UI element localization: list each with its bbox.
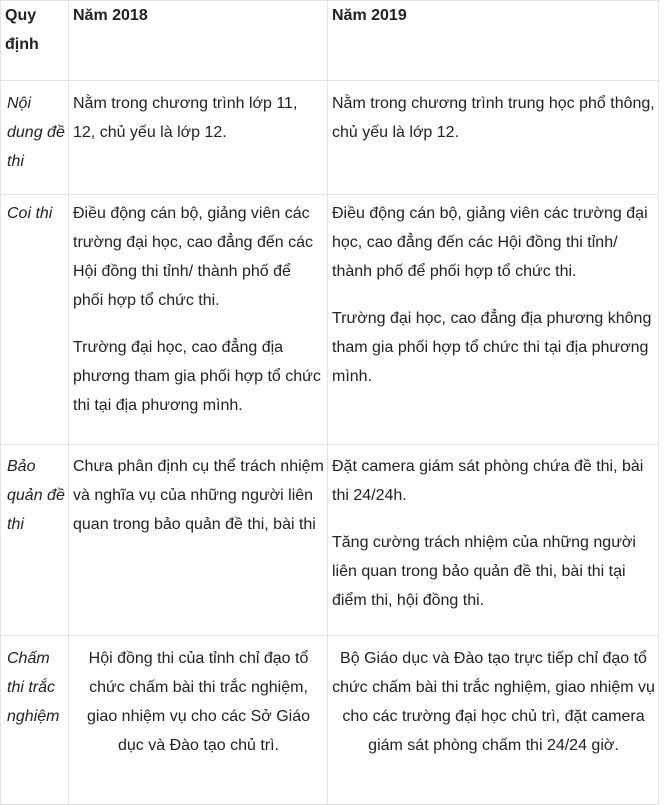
- cell-paragraph: Nằm trong chương trình trung học phổ thông, chủ yếu là lớp 12.: [332, 95, 655, 141]
- cell-paragraph: Trường đại học, cao đẳng địa phương không tham gia phối hợp tổ chức thi tại địa phương mình.: [332, 310, 652, 385]
- header-regulation: Quy định: [1, 1, 69, 81]
- header-year-2018: Năm 2018: [69, 1, 328, 81]
- cell-2018-invigilation: [69, 195, 328, 445]
- cell-2018-grading: [69, 636, 328, 805]
- row-label-exam-storage: Bảo quản đề thi: [1, 445, 69, 636]
- table-header-row: [1, 1, 659, 81]
- cell-paragraph: Đặt camera giám sát phòng chứa đề thi, bài thi 24/24h.: [332, 458, 644, 504]
- cell-2018-exam-storage: [69, 445, 328, 636]
- cell-paragraph: Điều động cán bộ, giảng viên các trường đại học, cao đẳng đến các Hội đồng thi tỉnh/ thành phố để phối hợp tổ chức thi.: [332, 205, 648, 280]
- cell-2019-exam-storage: [328, 445, 659, 636]
- cell-2019-invigilation: [328, 195, 659, 445]
- row-label-invigilation: Coi thi: [1, 195, 69, 445]
- table-row: [1, 636, 659, 805]
- cell-paragraph: Trường đại học, cao đẳng địa phương tham gia phối hợp tổ chức thi tại địa phương mình.: [73, 339, 321, 414]
- cell-2019-grading: [328, 636, 659, 805]
- row-label-multiple-choice-grading: Chấm thi trắc nghiệm: [1, 636, 69, 805]
- table-row: [1, 195, 659, 445]
- row-label-exam-content: Nội dung đề thi: [1, 81, 69, 195]
- cell-paragraph: Bộ Giáo dục và Đào tạo trực tiếp chỉ đạo tổ chức chấm bài thi trắc nghiệm, giao nhiệm vụ cho các trường đại học chủ trì, đặt camera giám sát phòng chấm thi 24/24 giờ.: [332, 650, 655, 754]
- table-row: [1, 81, 659, 195]
- table-row: [1, 445, 659, 636]
- header-year-2019: Năm 2019: [328, 1, 659, 81]
- cell-paragraph: Hội đồng thi của tỉnh chỉ đạo tổ chức chấm bài thi trắc nghiệm, giao nhiệm vụ cho các Sở Giáo dục và Đào tạo chủ trì.: [86, 650, 311, 754]
- cell-paragraph: Tăng cường trách nhiệm của những người liên quan trong bảo quản đề thi, bài thi tại điểm thi, hội đồng thi.: [332, 534, 636, 609]
- cell-paragraph: Điều động cán bộ, giảng viên các trường đại học, cao đẳng đến các Hội đồng thi tỉnh/ thành phố để phối hợp tổ chức thi.: [73, 205, 314, 309]
- cell-paragraph: Chưa phân định cụ thể trách nhiệm và nghĩa vụ của những người liên quan trong bảo quản đề thi, bài thi: [73, 458, 324, 533]
- cell-paragraph: Nằm trong chương trình lớp 11, 12, chủ yếu là lớp 12.: [73, 95, 298, 141]
- cell-2019-exam-content: [328, 81, 659, 195]
- cell-2018-exam-content: [69, 81, 328, 195]
